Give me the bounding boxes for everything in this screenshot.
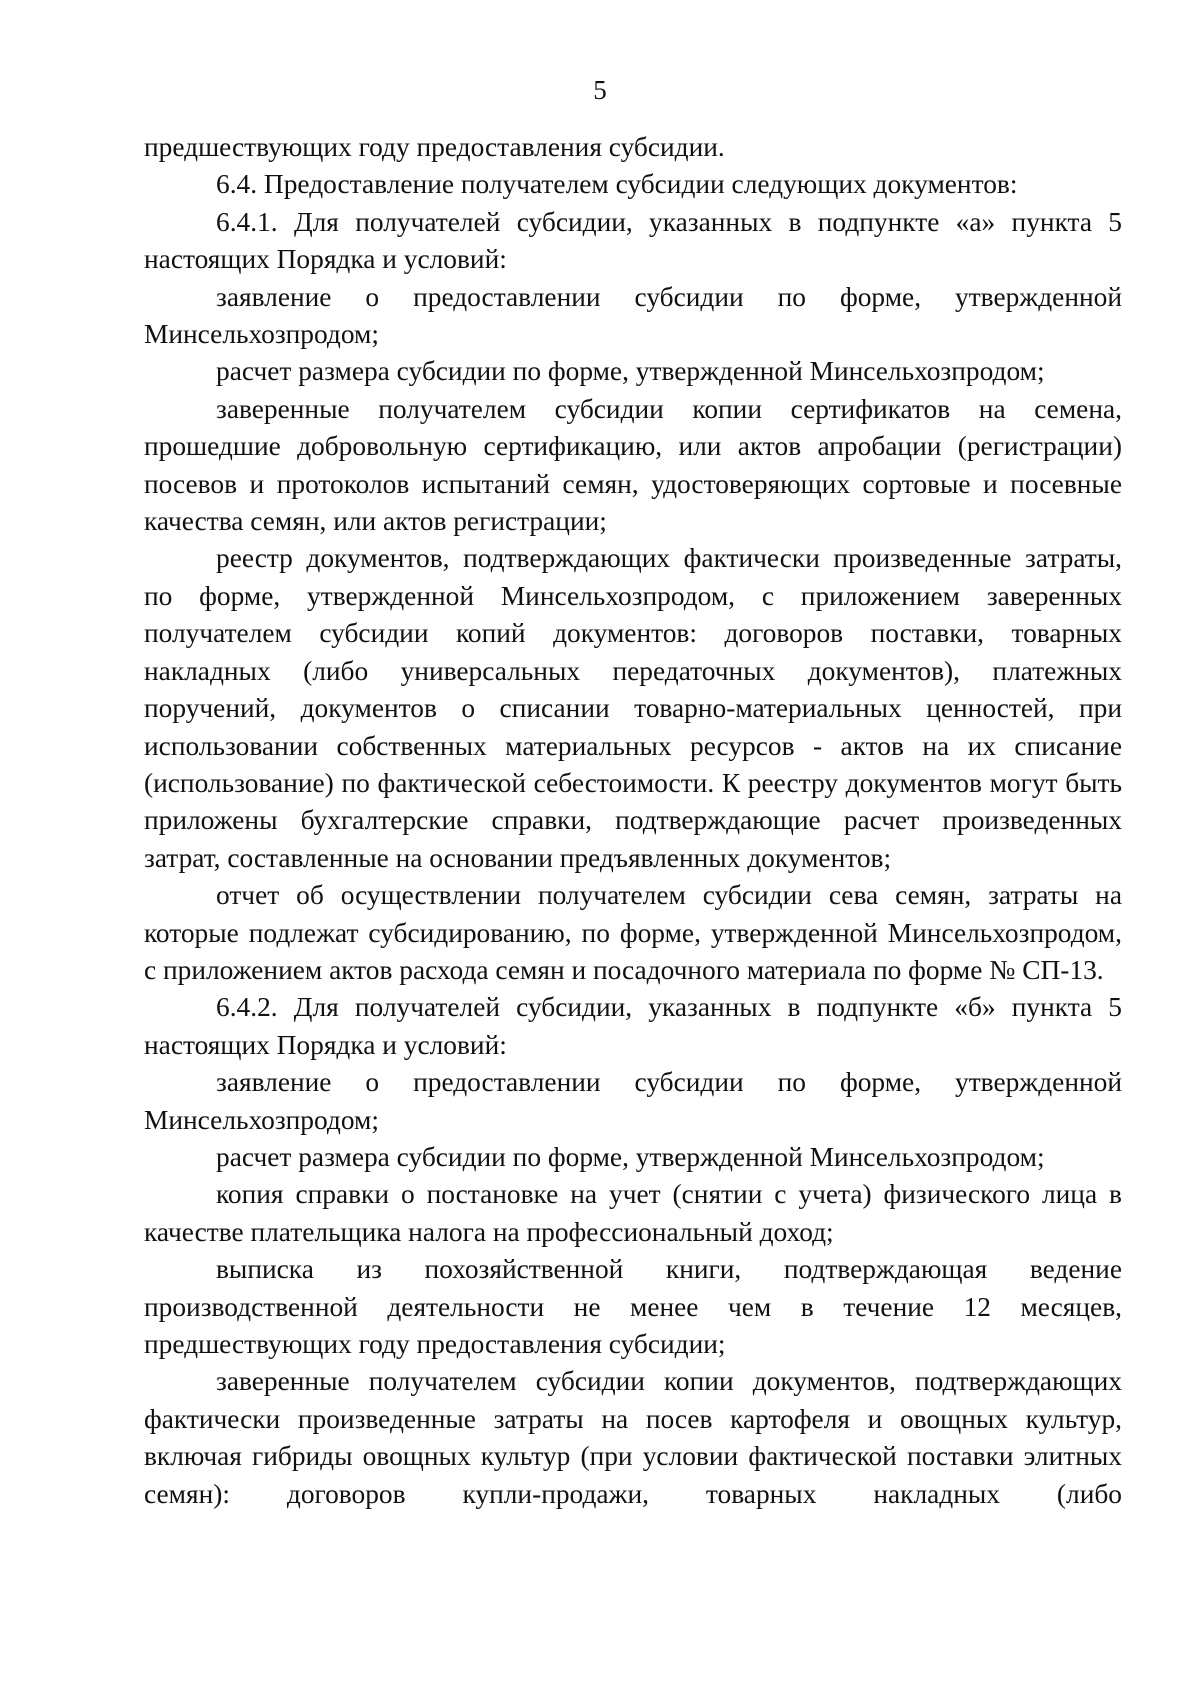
list-paragraph: расчет размера субсидии по форме, утвержденной Минсельхозпродом; [216,1141,1045,1172]
list-paragraph: заверенные получателем субсидии копии сертификатов на семена, прошедшие добровольную сертификацию, или актов апробации (регистрации) посевов и протоколов испытаний семян, удостоверяющих сортовые и посевные качества семян, или актов регистрации; [144,393,1122,537]
list-paragraph: заявление о предоставлении субсидии по форме, утвержденной Минсельхозпродом; [144,1067,1122,1135]
list-paragraph: выписка из похозяйственной книги, подтверждающая ведение производственной деятельности не менее чем в течение 12 месяцев, предшествующих году предоставления субсидии; [144,1254,1122,1359]
list-paragraph: копия справки о постановке на учет (снятии с учета) физического лица в качестве плательщика налога на профессиональный доход; [144,1179,1122,1247]
paragraph: предшествующих году предоставления субсидии. [144,132,725,162]
section-heading-6-4-1: 6.4.1. Для получателей субсидии, указанных в подпункте «а» пункта 5 настоящих Порядка и условий: [144,206,1122,275]
page-number: 5 [593,75,607,105]
list-paragraph: отчет об осуществлении получателем субсидии сева семян, затраты на которые подлежат субсидированию, по форме, утвержденной Минсельхозпродом, с приложением актов расхода семян и посадочного материала по форме № СП-13. [144,880,1122,985]
list-paragraph: заявление о предоставлении субсидии по форме, утвержденной Минсельхозпродом; [144,281,1122,350]
list-paragraph: расчет размера субсидии по форме, утвержденной Минсельхозпродом; [216,356,1045,387]
document-body [144,129,1122,1513]
list-paragraph: реестр документов, подтверждающих фактически произведенные затраты, по форме, утвержденной Минсельхозпродом, с приложением заверенных получателем субсидии копий документов: договоров поставки, товарных накладных (либо универсальных передаточных документов), платежных поручений, документов о списании товарно-материальных ценностей, при использовании собственных материальных ресурсов - актов на их списание (использование) по фактической себестоимости. К реестру документов могут быть приложены бухгалтерские справки, подтверждающие расчет произведенных затрат, составленные на основании предъявленных документов; [144,543,1122,873]
section-heading-6-4: 6.4. Предоставление получателем субсидии следующих документов: [216,169,1018,200]
list-paragraph: заверенные получателем субсидии копии документов, подтверждающих фактически произведенные затраты на посев картофеля и овощных культур, включая гибриды овощных культур (при условии фактической поставки элитных семян): договоров купли-продажи, товарных накладных (либо [144,1366,1122,1509]
section-heading-6-4-2: 6.4.2. Для получателей субсидии, указанных в подпункте «б» пункта 5 настоящих Порядка и условий: [144,992,1122,1060]
